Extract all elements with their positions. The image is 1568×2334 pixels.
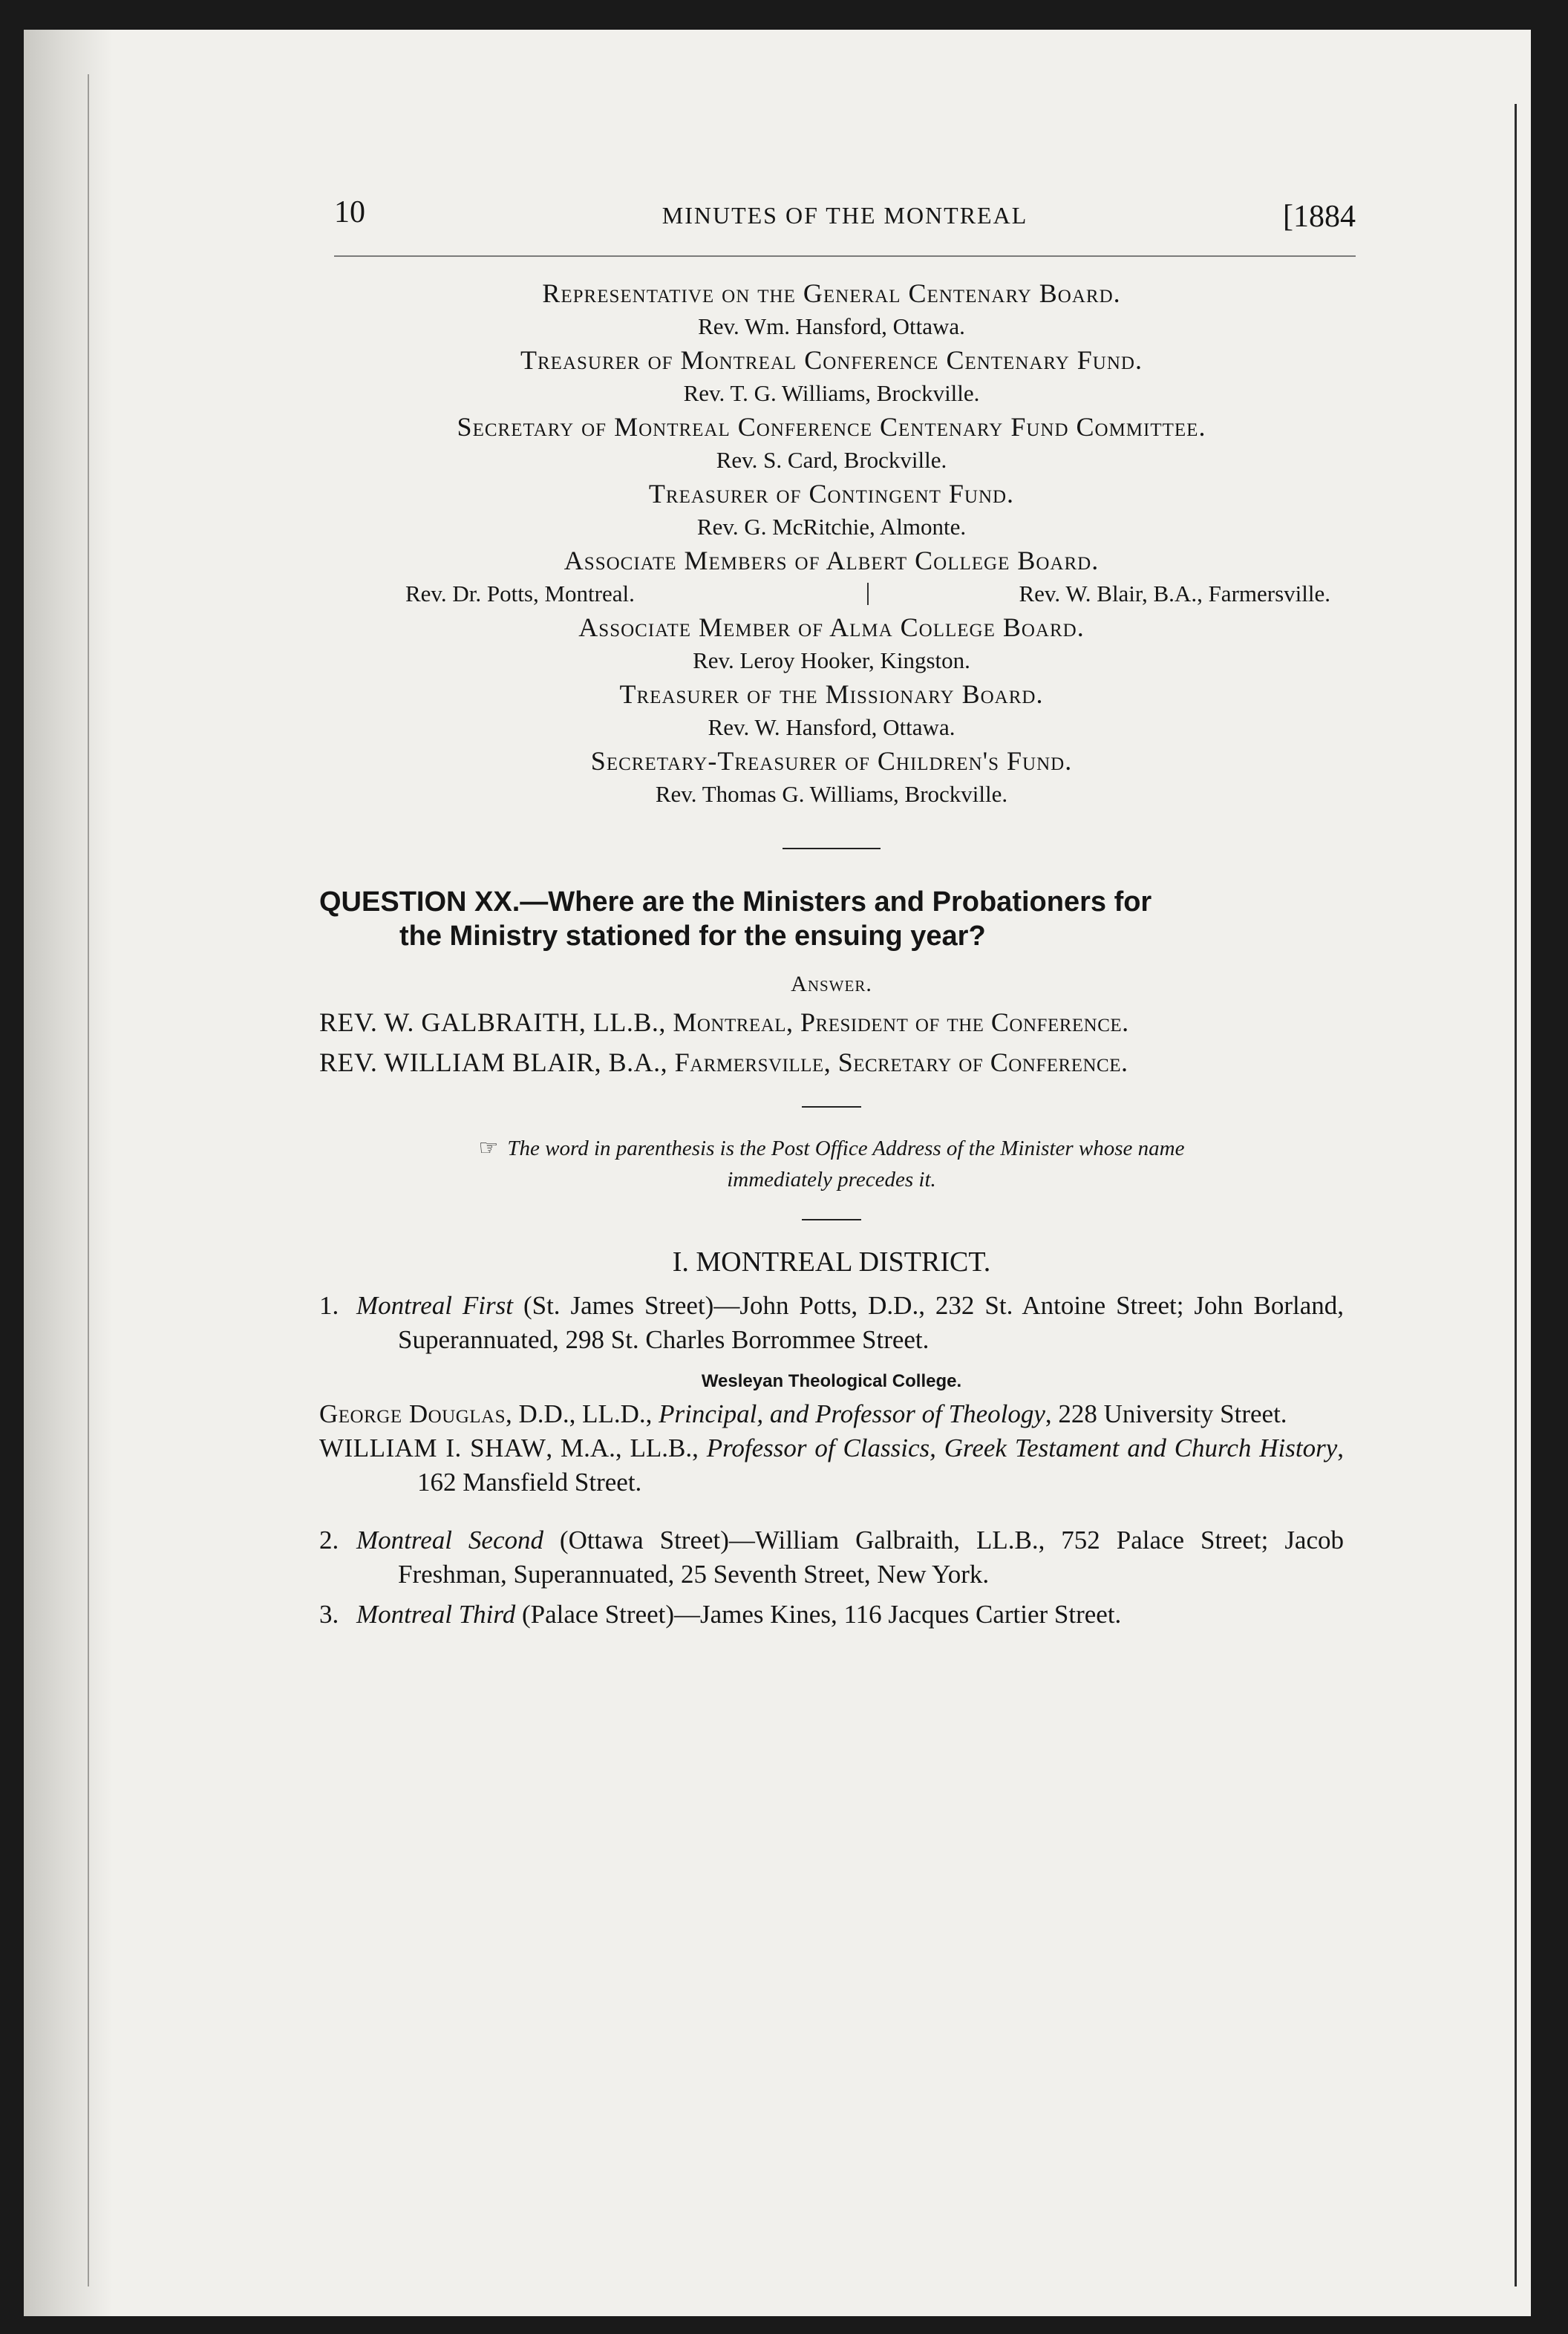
office-block — [319, 276, 1344, 343]
office-holder: Rev. T. G. Williams, Brockville. — [683, 380, 980, 406]
circuit-details: (Palace Street)—James Kines, 116 Jacques Cartier Street. — [515, 1600, 1122, 1629]
district-title: I. MONTREAL DISTRICT. — [672, 1246, 991, 1278]
faculty-role: Principal, and Professor of Theology — [659, 1399, 1045, 1428]
note-line: immediately precedes it. — [727, 1168, 936, 1191]
office-title: Secretary of Montreal Conference Centenary Fund Committee. — [457, 412, 1206, 442]
faculty-role: Professor of Classics, Greek Testament and Church History — [706, 1434, 1338, 1462]
office-title: Secretary-Treasurer of Children's Fund. — [590, 746, 1073, 776]
circuit-name: Montreal First — [356, 1291, 513, 1320]
office-block — [319, 410, 1344, 477]
college-title: Wesleyan Theological College. — [701, 1371, 962, 1391]
faculty-address: , 162 Mansfield Street. — [417, 1434, 1345, 1497]
officer-detail: Farmersville, Secretary of Conference. — [674, 1047, 1128, 1077]
circuit-details: (St. James Street)—John Potts, D.D., 232 St. Antoine Street; John Borland, Superannuated, 298 St. Charles Borrommee Street. — [398, 1291, 1345, 1354]
faculty-name: George Douglas — [319, 1399, 506, 1428]
office-block — [319, 677, 1344, 744]
circuit-details: (Ottawa Street)—William Galbraith, LL.B., 752 Palace Street; Jacob Freshman, Superannuated, 25 Seventh Street, New York. — [398, 1526, 1345, 1589]
entry-number: 3. — [319, 1600, 339, 1629]
office-title: Treasurer of the Missionary Board. — [619, 679, 1044, 709]
office-title: Associate Member of Alma College Board. — [578, 612, 1085, 642]
officer-detail: Montreal, President of the Conference. — [673, 1007, 1129, 1037]
circuit-entry — [319, 1289, 1344, 1357]
entry-number: 1. — [319, 1291, 339, 1320]
question-line: QUESTION XX.—Where are the Ministers and Probationers for — [319, 886, 1152, 918]
spine-line — [88, 74, 89, 2286]
question-line: the Ministry stationed for the ensuing year? — [399, 921, 986, 952]
office-holder: Rev. G. McRitchie, Almonte. — [696, 514, 967, 540]
faculty-address: , 228 University Street. — [1045, 1399, 1287, 1428]
circuit-name: Montreal Third — [356, 1600, 516, 1629]
office-holder: Rev. Wm. Hansford, Ottawa. — [698, 313, 965, 339]
office-block — [319, 744, 1344, 811]
faculty-degrees: , D.D., LL.D., — [506, 1399, 659, 1428]
office-holder: Rev. W. Hansford, Ottawa. — [708, 714, 956, 740]
office-holder-left: Rev. Dr. Potts, Montreal. — [405, 581, 635, 607]
office-holders-pair — [319, 578, 1344, 610]
faculty-entry — [319, 1397, 1344, 1431]
conference-officer — [319, 1002, 1344, 1042]
answer-label: Answer. — [791, 972, 872, 996]
page-edge-shading — [24, 30, 113, 2316]
faculty-name: WILLIAM I. SHAW — [319, 1434, 546, 1462]
year-label: [1884 — [1283, 200, 1356, 234]
office-block — [319, 343, 1344, 410]
entry-number: 2. — [319, 1526, 339, 1555]
circuit-name: Montreal Second — [356, 1526, 543, 1555]
circuit-entry — [319, 1523, 1344, 1592]
note-line: The word in parenthesis is the Post Office Address of the Minister whose name — [507, 1137, 1185, 1160]
running-header — [334, 194, 1356, 232]
question-heading — [319, 885, 1344, 953]
page-content — [319, 276, 1344, 1632]
office-title: Associate Members of Albert College Board. — [564, 546, 1100, 575]
faculty-degrees: , M.A., LL.B., — [546, 1434, 707, 1462]
column-divider — [867, 583, 869, 605]
office-holder: Rev. S. Card, Brockville. — [716, 447, 947, 473]
officer-name: REV. W. GALBRAITH, LL.B., — [319, 1007, 666, 1037]
office-holder-right: Rev. W. Blair, B.A., Farmersville. — [1019, 581, 1330, 607]
section-divider — [802, 1219, 861, 1220]
faculty-entry — [319, 1431, 1344, 1500]
office-block — [319, 610, 1344, 677]
conference-officer — [319, 1042, 1344, 1082]
officer-name: REV. WILLIAM BLAIR, B.A., — [319, 1047, 668, 1077]
office-title: Treasurer of Contingent Fund. — [648, 479, 1015, 509]
pointing-hand-icon: ☞ — [478, 1136, 499, 1160]
section-divider — [802, 1106, 861, 1108]
section-divider — [783, 848, 881, 849]
page-right-edge — [1515, 104, 1517, 2286]
running-title: MINUTES OF THE MONTREAL — [662, 202, 1028, 229]
office-block — [319, 543, 1344, 610]
office-title: Treasurer of Montreal Conference Centenary Fund. — [520, 345, 1143, 375]
office-title: Representative on the General Centenary Board. — [542, 278, 1121, 308]
circuit-entry — [319, 1598, 1344, 1632]
header-rule — [334, 255, 1356, 257]
page-number: 10 — [334, 195, 365, 229]
office-holder: Rev. Thomas G. Williams, Brockville. — [655, 781, 1008, 807]
address-note — [319, 1133, 1344, 1195]
spacer — [319, 1500, 1344, 1517]
office-holder: Rev. Leroy Hooker, Kingston. — [693, 647, 970, 673]
office-block — [319, 477, 1344, 543]
